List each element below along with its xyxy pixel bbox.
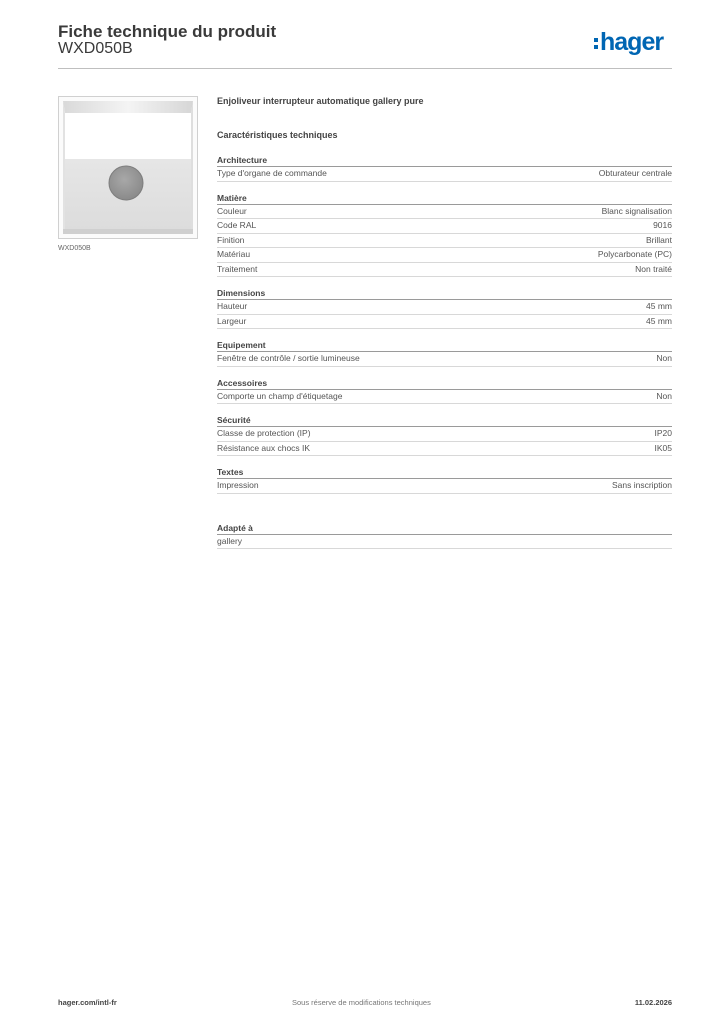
hager-logo[interactable]	[594, 28, 663, 56]
product-image-caption: WXD050B	[58, 245, 91, 252]
spec-value: Blanc signalisation	[601, 205, 672, 216]
section-matiere	[217, 192, 672, 278]
section-equipement	[217, 339, 672, 367]
spec-label: Largeur	[217, 315, 247, 326]
section-title: Textes	[217, 466, 672, 479]
spec-value: Brillant	[646, 234, 672, 245]
spec-row	[217, 315, 672, 330]
spec-value: Non	[656, 353, 672, 363]
product-name: Enjoliveur interrupteur automatique gallery pure	[217, 96, 424, 106]
spec-value: 9016	[653, 220, 672, 230]
spec-row	[217, 352, 672, 367]
spec-row	[217, 535, 672, 550]
spec-label: Code RAL	[217, 220, 257, 230]
footer-date: 11.02.2026	[634, 998, 672, 1007]
footer-website-link[interactable]: hager.com/intl-fr	[58, 998, 117, 1007]
spec-label: Hauteur	[217, 301, 248, 311]
spec-label: Fenêtre de contrôle / sortie lumineuse	[217, 353, 360, 363]
spec-row	[217, 248, 672, 263]
product-reference: WXD050B	[58, 40, 133, 57]
spec-label: gallery	[217, 535, 243, 546]
spec-label: Traitement	[217, 263, 258, 274]
spec-label: Résistance aux chocs IK	[217, 442, 311, 453]
page-footer	[58, 998, 672, 1007]
section-dimensions	[217, 287, 672, 329]
section-title: Sécurité	[217, 414, 672, 427]
page-title: Fiche technique du produit	[58, 22, 277, 41]
spec-row	[217, 167, 672, 182]
section-securite	[217, 414, 672, 456]
spec-label: Couleur	[217, 205, 247, 216]
section-title: Architecture	[217, 154, 672, 167]
logo-dots-icon	[594, 38, 598, 49]
spec-row	[217, 205, 672, 220]
footer-notice: Sous réserve de modifications techniques	[292, 998, 431, 1007]
spec-row	[217, 263, 672, 278]
spec-row	[217, 390, 672, 405]
spec-label: Matériau	[217, 249, 251, 259]
spec-value: IP20	[654, 428, 672, 438]
spec-row	[217, 479, 672, 494]
spec-row	[217, 219, 672, 234]
spec-value: IK05	[654, 442, 672, 453]
header-divider	[58, 68, 672, 69]
section-architecture	[217, 154, 672, 182]
spec-value: Non	[656, 390, 672, 401]
section-title: Equipement	[217, 339, 672, 352]
product-illustration-icon	[59, 97, 197, 238]
spec-value: Non traité	[635, 263, 672, 274]
section-title: Dimensions	[217, 287, 672, 300]
section-textes	[217, 466, 672, 494]
spec-value: Obturateur centrale	[598, 168, 672, 178]
spec-row	[217, 300, 672, 315]
section-adapte	[217, 522, 672, 550]
technical-heading: Caractéristiques techniques	[217, 130, 338, 140]
spec-label: Type d'organe de commande	[217, 168, 327, 178]
spec-label: Impression	[217, 480, 259, 490]
spec-label: Finition	[217, 234, 245, 245]
spec-row	[217, 427, 672, 442]
spec-value: 45 mm	[646, 315, 672, 326]
spec-value: 45 mm	[646, 301, 672, 311]
section-title: Matière	[217, 192, 672, 205]
section-title: Accessoires	[217, 377, 672, 390]
section-accessoires	[217, 377, 672, 405]
specification-panel	[217, 96, 672, 549]
section-title: Adapté à	[217, 522, 672, 535]
product-image	[58, 96, 198, 239]
spec-row	[217, 442, 672, 457]
spec-label: Classe de protection (IP)	[217, 428, 311, 438]
spec-label: Comporte un champ d'étiquetage	[217, 390, 343, 401]
logo-text: hager	[600, 27, 664, 56]
spec-value: Polycarbonate (PC)	[597, 249, 672, 259]
spec-row	[217, 234, 672, 249]
spec-value: Sans inscription	[611, 480, 672, 490]
